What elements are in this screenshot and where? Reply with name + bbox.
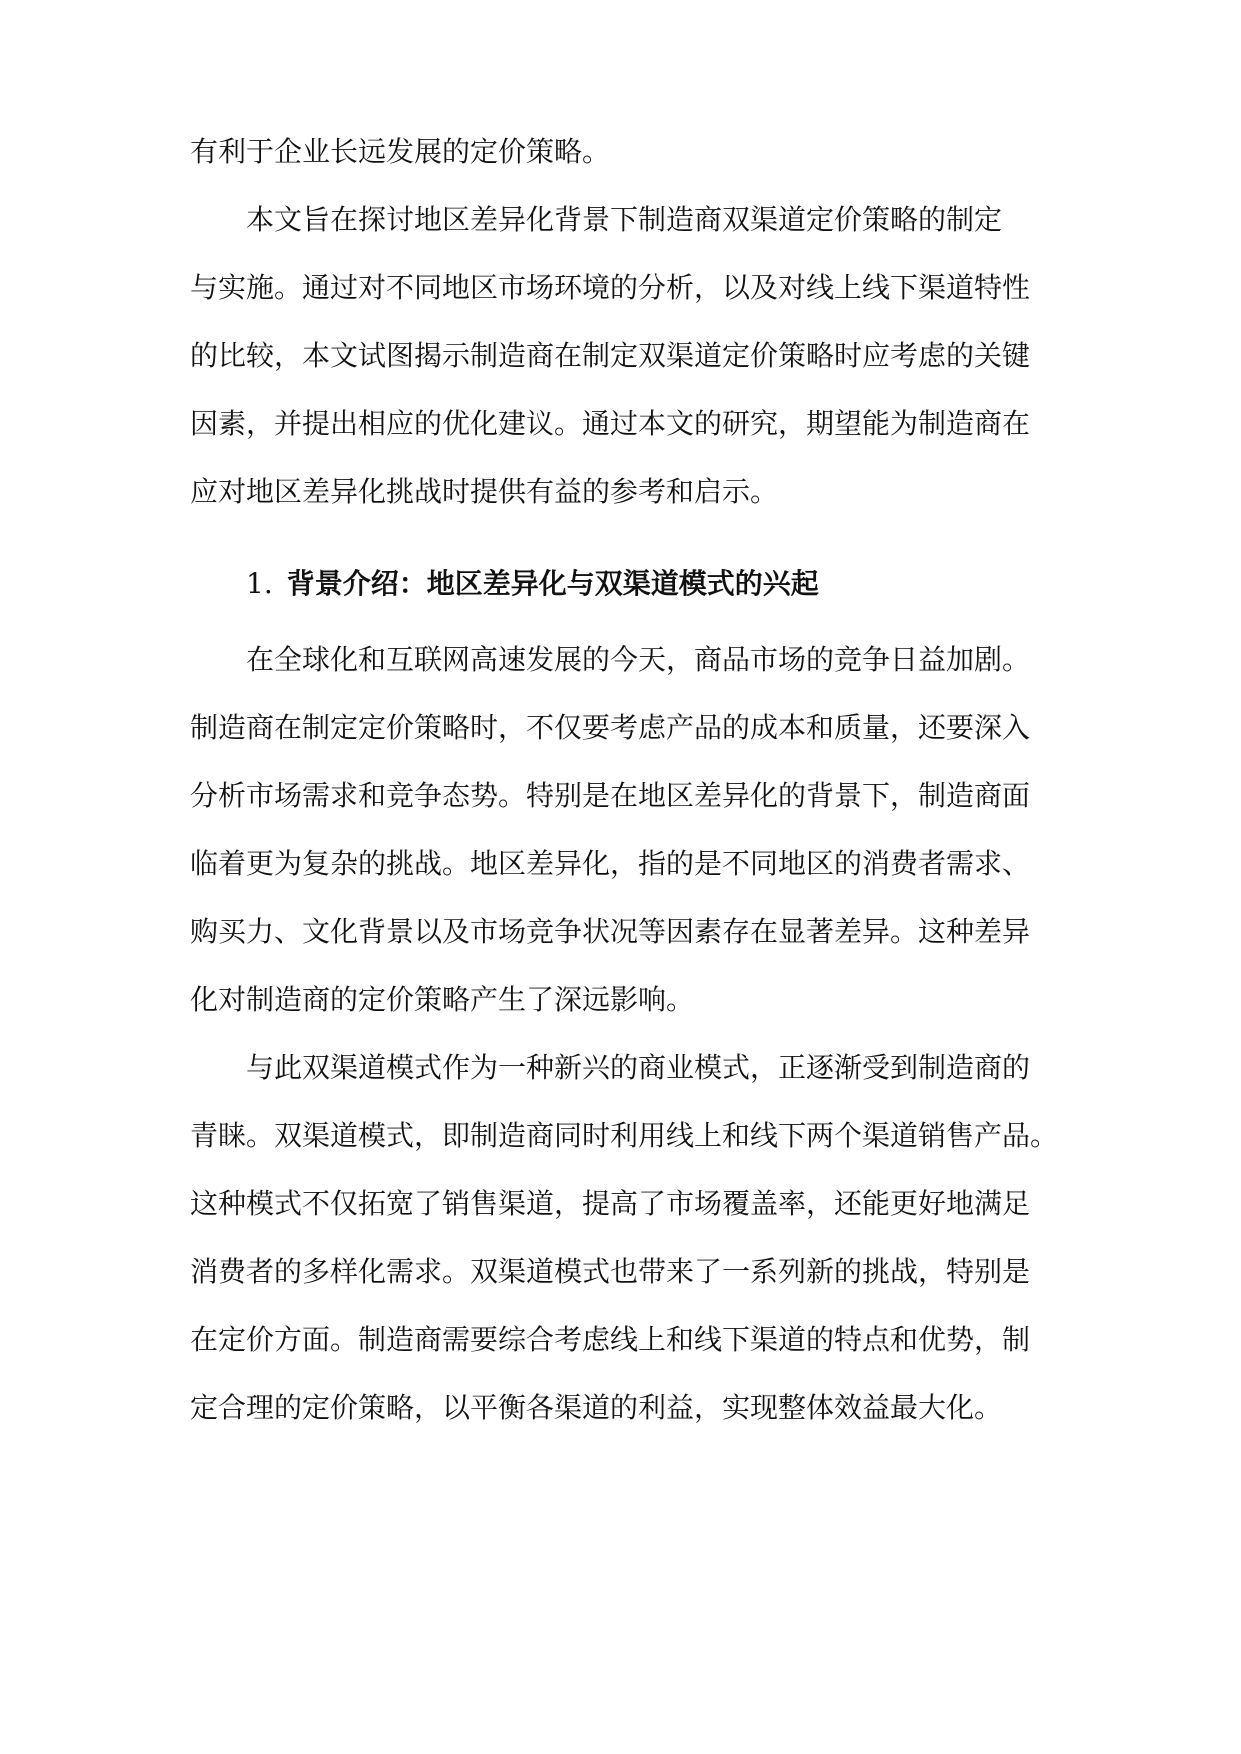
paragraph-2-line: 购买力、文化背景以及市场竞争状况等因素存在显著差异。这种差异	[190, 915, 1031, 948]
paragraph-3-line: 青睐。双渠道模式，即制造商同时利用线上和线下两个渠道销售产品。	[190, 1119, 1059, 1152]
paragraph-3-line: 消费者的多样化需求。双渠道模式也带来了一系列新的挑战，特别是	[190, 1255, 1031, 1288]
paragraph-3-line: 这种模式不仅拓宽了销售渠道，提高了市场覆盖率，还能更好地满足	[190, 1187, 1031, 1220]
paragraph-3-line: 在定价方面。制造商需要综合考虑线上和线下渠道的特点和优势，制	[190, 1323, 1031, 1356]
paragraph-2-line: 在全球化和互联网高速发展的今天，商品市场的竞争日益加剧。	[246, 643, 1031, 676]
paragraph-1-line: 本文旨在探讨地区差异化背景下制造商双渠道定价策略的制定	[246, 203, 1003, 236]
paragraph-1-line: 的比较，本文试图揭示制造商在制定双渠道定价策略时应考虑的关键	[190, 339, 1031, 372]
paragraph-1-line: 因素，并提出相应的优化建议。通过本文的研究，期望能为制造商在	[190, 407, 1031, 440]
section-title: 背景介绍：地区差异化与双渠道模式的兴起	[286, 567, 819, 600]
section-heading	[246, 564, 1070, 604]
paragraph-1-line: 与实施。通过对不同地区市场环境的分析，以及对线上线下渠道特性	[190, 271, 1031, 304]
paragraph-2-line: 制造商在制定定价策略时，不仅要考虑产品的成本和质量，还要深入	[190, 711, 1031, 744]
paragraph-2-line: 临着更为复杂的挑战。地区差异化，指的是不同地区的消费者需求、	[190, 847, 1031, 880]
paragraph-3-line: 与此双渠道模式作为一种新兴的商业模式，正逐渐受到制造商的	[246, 1051, 1031, 1084]
intro-tail-line: 有利于企业长远发展的定价策略。	[190, 135, 611, 168]
paragraph-2-line: 化对制造商的定价策略产生了深远影响。	[190, 983, 695, 1016]
section-number: 1.	[246, 567, 273, 600]
paragraph-1-line: 应对地区差异化挑战时提供有益的参考和启示。	[190, 475, 779, 508]
paragraph-2-line: 分析市场需求和竞争态势。特别是在地区差异化的背景下，制造商面	[190, 779, 1031, 812]
paragraph-3-line: 定合理的定价策略，以平衡各渠道的利益，实现整体效益最大化。	[190, 1391, 1003, 1424]
